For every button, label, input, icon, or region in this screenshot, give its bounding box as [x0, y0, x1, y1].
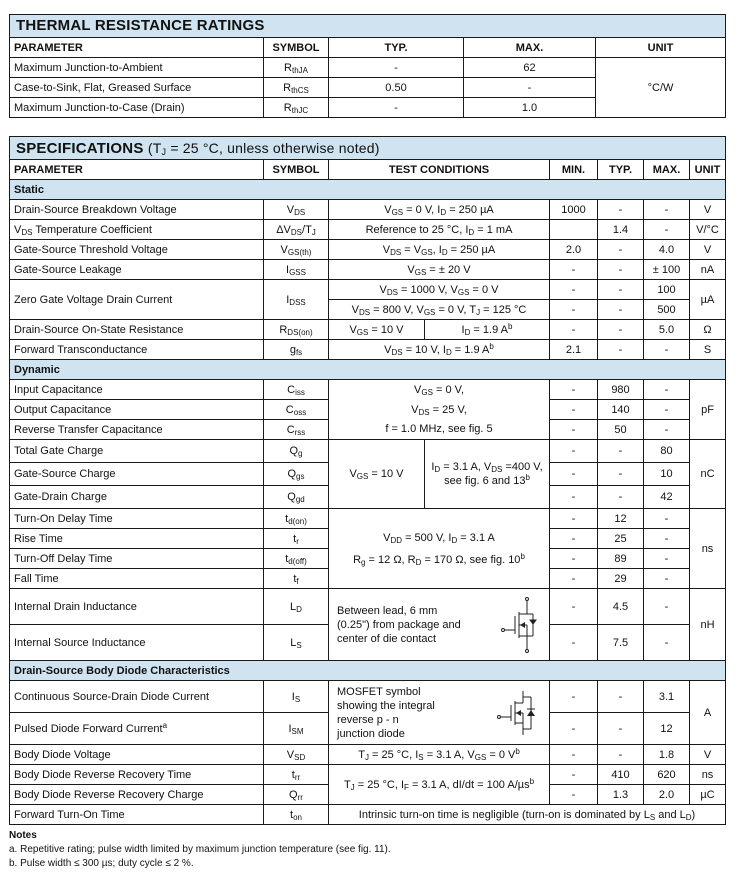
- param: Internal Drain Inductance: [10, 589, 264, 625]
- param: Drain-Source On-State Resistance: [10, 320, 264, 340]
- param: Input Capacitance: [10, 380, 264, 400]
- min: -: [550, 713, 598, 745]
- table-row: [10, 745, 726, 765]
- unit: pF: [690, 380, 726, 440]
- diode-condition-text: MOSFET symbol showing the integral reverse p - n junction diode: [337, 685, 435, 740]
- param: Pulsed Diode Forward Current$^a$: [10, 713, 264, 745]
- th-min: MIN.: [550, 160, 598, 180]
- param: Fall Time: [10, 569, 264, 589]
- symbol: $C_{oss}$: [264, 400, 329, 420]
- typ: -: [598, 320, 644, 340]
- th-parameter: PARAMETER: [10, 160, 264, 180]
- symbol: $Q_{gs}$: [264, 463, 329, 486]
- table-row: [10, 58, 726, 78]
- symbol: $Q_g$: [264, 440, 329, 463]
- symbol: $I_{SM}$: [264, 713, 329, 745]
- table-row: [10, 400, 726, 420]
- max: -: [644, 420, 690, 440]
- typ: -: [598, 745, 644, 765]
- condition: $V_{GS} = 0$ V,: [329, 380, 550, 400]
- th-symbol: SYMBOL: [264, 38, 329, 58]
- condition: [329, 589, 550, 661]
- param: Case-to-Sink, Flat, Greased Surface: [10, 78, 264, 98]
- table-row: [10, 765, 726, 785]
- symbol: $R_{DS(on)}$: [264, 320, 329, 340]
- typ: 89: [598, 549, 644, 569]
- section-static: Static: [10, 180, 726, 200]
- max: 1.0: [464, 98, 596, 118]
- unit: ns: [690, 509, 726, 589]
- param: Body Diode Voltage: [10, 745, 264, 765]
- min: -: [550, 589, 598, 625]
- min: 1000: [550, 200, 598, 220]
- typ: 12: [598, 509, 644, 529]
- param: Turn-On Delay Time: [10, 509, 264, 529]
- min: -: [550, 420, 598, 440]
- symbol: $\Delta V_{DS}/T_J$: [264, 220, 329, 240]
- min: -: [550, 549, 598, 569]
- condition: $V_{DS} = 25$ V,: [329, 400, 550, 420]
- unit: Ω: [690, 320, 726, 340]
- typ: -: [598, 463, 644, 486]
- symbol: $C_{iss}$: [264, 380, 329, 400]
- param: Forward Transconductance: [10, 340, 264, 360]
- min: 2.1: [550, 340, 598, 360]
- table-row: [10, 440, 726, 463]
- thermal-title: THERMAL RESISTANCE RATINGS: [10, 15, 726, 38]
- condition: $I_D = 3.1$ A, $V_{DS} =400$ V, see fig. 6 and 13$^b$: [425, 440, 550, 509]
- unit: A: [690, 681, 726, 745]
- param: Drain-Source Breakdown Voltage: [10, 200, 264, 220]
- param: Rise Time: [10, 529, 264, 549]
- typ: 980: [598, 380, 644, 400]
- typ: 1.3: [598, 785, 644, 805]
- typ: -: [598, 340, 644, 360]
- param: Body Diode Reverse Recovery Charge: [10, 785, 264, 805]
- section-dynamic: Dynamic: [10, 360, 726, 380]
- max: 42: [644, 486, 690, 509]
- symbol: $t_{rr}$: [264, 765, 329, 785]
- param: Maximum Junction-to-Ambient: [10, 58, 264, 78]
- condition: $I_D = 1.9$ $A^b$: [425, 320, 550, 340]
- max: 3.1: [644, 681, 690, 713]
- condition: $T_J = 25$ °C, $I_F = 3.1$ A, dI/dt = 100 A/µs$^b$: [329, 765, 550, 805]
- mosfet-symbol-icon: [497, 596, 541, 654]
- param: Gate-Source Charge: [10, 463, 264, 486]
- min: -: [550, 380, 598, 400]
- typ: 29: [598, 569, 644, 589]
- max: -: [644, 340, 690, 360]
- table-row: [10, 260, 726, 280]
- table-row: [10, 320, 726, 340]
- table-row: [10, 200, 726, 220]
- typ: -: [598, 681, 644, 713]
- typ: 1.4: [598, 220, 644, 240]
- condition: $V_{GS} = 0$ V, $I_D = 250$ µA: [329, 200, 550, 220]
- max: -: [644, 400, 690, 420]
- symbol: $L_D$: [264, 589, 329, 625]
- min: -: [550, 400, 598, 420]
- condition: f = 1.0 MHz, see fig. 5: [329, 420, 550, 440]
- min: -: [550, 280, 598, 300]
- unit: V: [690, 745, 726, 765]
- unit: V/°C: [690, 220, 726, 240]
- typ: 50: [598, 420, 644, 440]
- min: -: [550, 569, 598, 589]
- unit: S: [690, 340, 726, 360]
- symbol: $R_{thJC}$: [264, 98, 329, 118]
- notes: [9, 829, 725, 871]
- max: 500: [644, 300, 690, 320]
- max: -: [644, 549, 690, 569]
- param: Reverse Transfer Capacitance: [10, 420, 264, 440]
- symbol: $t_{d(off)}$: [264, 549, 329, 569]
- typ: 140: [598, 400, 644, 420]
- unit: nC: [690, 440, 726, 509]
- unit: µA: [690, 280, 726, 320]
- symbol: $C_{rss}$: [264, 420, 329, 440]
- min: [550, 220, 598, 240]
- typ: -: [598, 486, 644, 509]
- param: Total Gate Charge: [10, 440, 264, 463]
- param: Body Diode Reverse Recovery Time: [10, 765, 264, 785]
- param: Forward Turn-On Time: [10, 805, 264, 825]
- param: Gate-Drain Charge: [10, 486, 264, 509]
- condition: Reference to 25 °C, $I_D = 1$ mA: [329, 220, 550, 240]
- symbol: $Q_{gd}$: [264, 486, 329, 509]
- condition: $V_{DS} = 1000$ V, $V_{GS} = 0$ V: [329, 280, 550, 300]
- param: Output Capacitance: [10, 400, 264, 420]
- table-row: [10, 220, 726, 240]
- min: 2.0: [550, 240, 598, 260]
- max: 2.0: [644, 785, 690, 805]
- note-b: b. Pulse width ≤ 300 µs; duty cycle ≤ 2 %.: [9, 858, 194, 869]
- th-test-conditions: TEST CONDITIONS: [329, 160, 550, 180]
- max: 10: [644, 463, 690, 486]
- symbol: $R_{thCS}$: [264, 78, 329, 98]
- condition: $V_{GS} = 10$ V: [329, 320, 425, 340]
- unit: ns: [690, 765, 726, 785]
- symbol: $L_S$: [264, 625, 329, 661]
- symbol: $t_f$: [264, 569, 329, 589]
- symbol: $Q_{rr}$: [264, 785, 329, 805]
- symbol: $I_{GSS}$: [264, 260, 329, 280]
- symbol: $I_{DSS}$: [264, 280, 329, 320]
- max: -: [644, 589, 690, 625]
- table-row: [10, 589, 726, 625]
- symbol: $t_r$: [264, 529, 329, 549]
- condition: $V_{DD} = 500$ V, $I_D = 3.1$ A $R_g = 12$ Ω, $R_D = 170$ Ω, see fig. 10$^b$: [329, 509, 550, 589]
- table-row: [10, 240, 726, 260]
- min: -: [550, 320, 598, 340]
- min: -: [550, 529, 598, 549]
- min: -: [550, 509, 598, 529]
- typ: -: [598, 300, 644, 320]
- min: -: [550, 463, 598, 486]
- param: Internal Source Inductance: [10, 625, 264, 661]
- th-unit: UNIT: [596, 38, 726, 58]
- max: -: [644, 509, 690, 529]
- typ: 7.5: [598, 625, 644, 661]
- condition: [329, 681, 550, 745]
- typ: -: [329, 58, 464, 78]
- typ: -: [598, 713, 644, 745]
- th-max: MAX.: [464, 38, 596, 58]
- th-symbol: SYMBOL: [264, 160, 329, 180]
- specifications-title: SPECIFICATIONS ($T_J = 25$ °C, unless otherwise noted): [10, 137, 726, 160]
- symbol: $V_{DS}$: [264, 200, 329, 220]
- th-typ: TYP.: [329, 38, 464, 58]
- table-row: [10, 380, 726, 400]
- symbol: $V_{GS(th)}$: [264, 240, 329, 260]
- max: 1.8: [644, 745, 690, 765]
- max: -: [644, 529, 690, 549]
- max: 620: [644, 765, 690, 785]
- note-a: a. Repetitive rating; pulse width limited by maximum junction temperature (see fig. 11).: [9, 844, 391, 855]
- max: 100: [644, 280, 690, 300]
- max: 12: [644, 713, 690, 745]
- symbol: $t_{on}$: [264, 805, 329, 825]
- specifications-table: [9, 136, 726, 825]
- max: -: [644, 380, 690, 400]
- typ: -: [598, 280, 644, 300]
- symbol: $R_{thJA}$: [264, 58, 329, 78]
- max: -: [644, 625, 690, 661]
- max: ± 100: [644, 260, 690, 280]
- unit: µC: [690, 785, 726, 805]
- typ: -: [329, 98, 464, 118]
- min: -: [550, 625, 598, 661]
- condition: $T_J = 25$ °C, $I_S = 3.1$ A, $V_{GS} = 0$ $V^b$: [329, 745, 550, 765]
- min: -: [550, 785, 598, 805]
- unit: nA: [690, 260, 726, 280]
- table-row: [10, 280, 726, 300]
- max: 5.0: [644, 320, 690, 340]
- table-row: [10, 340, 726, 360]
- param: Gate-Source Leakage: [10, 260, 264, 280]
- typ: -: [598, 200, 644, 220]
- symbol: $g_{fs}$: [264, 340, 329, 360]
- th-typ: TYP.: [598, 160, 644, 180]
- max: -: [644, 569, 690, 589]
- th-parameter: PARAMETER: [10, 38, 264, 58]
- param: Maximum Junction-to-Case (Drain): [10, 98, 264, 118]
- param: Zero Gate Voltage Drain Current: [10, 280, 264, 320]
- typ: -: [598, 440, 644, 463]
- max: 80: [644, 440, 690, 463]
- typ: 25: [598, 529, 644, 549]
- th-unit: UNIT: [690, 160, 726, 180]
- symbol: $t_{d(on)}$: [264, 509, 329, 529]
- min: -: [550, 440, 598, 463]
- min: -: [550, 260, 598, 280]
- thermal-resistance-table: [9, 14, 726, 118]
- max: 4.0: [644, 240, 690, 260]
- table-row: [10, 420, 726, 440]
- param: Gate-Source Threshold Voltage: [10, 240, 264, 260]
- condition: $V_{GS}$ = ± 20 V: [329, 260, 550, 280]
- typ: 410: [598, 765, 644, 785]
- typ: -: [598, 240, 644, 260]
- min: -: [550, 681, 598, 713]
- mosfet-diode-symbol-icon: [495, 687, 541, 739]
- notes-heading: Notes: [9, 830, 37, 841]
- inductance-condition-text: Between lead, 6 mm (0.25") from package and center of die contact: [337, 604, 461, 645]
- condition: $V_{DS} = V_{GS}$, $I_D = 250$ µA: [329, 240, 550, 260]
- condition: $V_{DS} = 800$ V, $V_{GS} = 0$ V, $T_J = 125$ °C: [329, 300, 550, 320]
- max: -: [644, 200, 690, 220]
- table-row: [10, 681, 726, 713]
- th-max: MAX.: [644, 160, 690, 180]
- section-body-diode: Drain-Source Body Diode Characteristics: [10, 661, 726, 681]
- condition: Intrinsic turn-on time is negligible (turn-on is dominated by $L_S$ and $L_D$): [329, 805, 726, 825]
- typ: -: [598, 260, 644, 280]
- min: -: [550, 745, 598, 765]
- max: -: [644, 220, 690, 240]
- param: $V_{DS}$ Temperature Coefficient: [10, 220, 264, 240]
- condition: $V_{GS} = 10$ V: [329, 440, 425, 509]
- symbol: $I_S$: [264, 681, 329, 713]
- min: -: [550, 300, 598, 320]
- param: Turn-Off Delay Time: [10, 549, 264, 569]
- unit: V: [690, 240, 726, 260]
- table-row: [10, 805, 726, 825]
- typ: 0.50: [329, 78, 464, 98]
- table-row: [10, 509, 726, 529]
- typ: 4.5: [598, 589, 644, 625]
- condition: $V_{DS} = 10$ V, $I_D = 1.9$ $A^b$: [329, 340, 550, 360]
- unit: V: [690, 200, 726, 220]
- max: -: [464, 78, 596, 98]
- max: 62: [464, 58, 596, 78]
- unit: °C/W: [596, 58, 726, 118]
- symbol: $V_{SD}$: [264, 745, 329, 765]
- min: -: [550, 765, 598, 785]
- param: Continuous Source-Drain Diode Current: [10, 681, 264, 713]
- min: -: [550, 486, 598, 509]
- unit: nH: [690, 589, 726, 661]
